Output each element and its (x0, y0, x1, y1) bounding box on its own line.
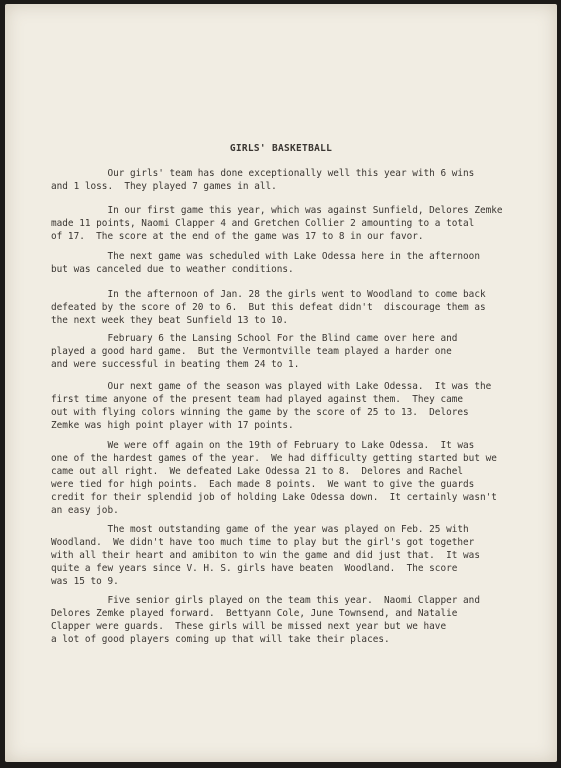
page-title: GIRLS' BASKETBALL (229, 143, 333, 154)
text-line: played a good hard game. But the Vermontville team played a harder one (51, 346, 452, 357)
text-line: The next game was scheduled with Lake Odessa here in the afternoon (51, 251, 480, 262)
text-line: February 6 the Lansing School For the Blind came over here and (51, 333, 458, 344)
text-line: made 11 points, Naomi Clapper 4 and Gretchen Collier 2 amounting to a total (51, 218, 475, 229)
text-line: and were successful in beating them 24 to 1. (51, 359, 300, 370)
paragraph (51, 523, 521, 588)
text-line: Our next game of the season was played with Lake Odessa. It was the (51, 381, 492, 392)
paragraph (51, 288, 521, 327)
text-line: with all their heart and amibiton to win the game and did just that. It was (51, 550, 480, 561)
text-line: were tied for high points. Each made 8 points. We want to give the guards (51, 479, 475, 490)
text-line: Five senior girls played on the team this year. Naomi Clapper and (51, 595, 480, 606)
paragraph (51, 594, 521, 646)
text-line: Woodland. We didn't have too much time to play but the girl's got together (51, 537, 475, 548)
paragraph (51, 380, 521, 432)
text-line: credit for their splendid job of holding Lake Odessa down. It certainly wasn't (51, 492, 497, 503)
text-line: Zemke was high point player with 17 points. (51, 420, 294, 431)
paragraph (51, 439, 521, 517)
text-line: came out all right. We defeated Lake Odessa 21 to 8. Delores and Rachel (51, 466, 464, 477)
text-line: but was canceled due to weather conditions. (51, 264, 294, 275)
text-line: was 15 to 9. (51, 576, 119, 587)
text-line: an easy job. (51, 505, 119, 516)
text-line: In our first game this year, which was against Sunfield, Delores Zemke (51, 205, 503, 216)
text-line: Delores Zemke played forward. Bettyann Cole, June Townsend, and Natalie (51, 608, 458, 619)
text-line: one of the hardest games of the year. We had difficulty getting started but we (51, 453, 497, 464)
text-line: a lot of good players coming up that will take their places. (51, 634, 390, 645)
paragraph (51, 167, 521, 193)
text-line: out with flying colors winning the game by the score of 25 to 13. Delores (51, 407, 469, 418)
text-line: In the afternoon of Jan. 28 the girls went to Woodland to come back (51, 289, 486, 300)
paragraph (51, 204, 521, 243)
text-line: quite a few years since V. H. S. girls have beaten Woodland. The score (51, 563, 458, 574)
paragraph (51, 250, 521, 276)
paragraph (51, 332, 521, 371)
text-line: The most outstanding game of the year was played on Feb. 25 with (51, 524, 469, 535)
text-line: of 17. The score at the end of the game was 17 to 8 in our favor. (51, 231, 424, 242)
text-line: the next week they beat Sunfield 13 to 10. (51, 315, 289, 326)
text-line: defeated by the score of 20 to 6. But this defeat didn't discourage them as (51, 302, 486, 313)
text-line: Clapper were guards. These girls will be missed next year but we have (51, 621, 447, 632)
text-line: We were off again on the 19th of February to Lake Odessa. It was (51, 440, 475, 451)
text-line: Our girls' team has done exceptionally well this year with 6 wins (51, 168, 475, 179)
document-page (5, 4, 557, 762)
text-line: first time anyone of the present team had played against them. They came (51, 394, 464, 405)
text-line: and 1 loss. They played 7 games in all. (51, 181, 277, 192)
